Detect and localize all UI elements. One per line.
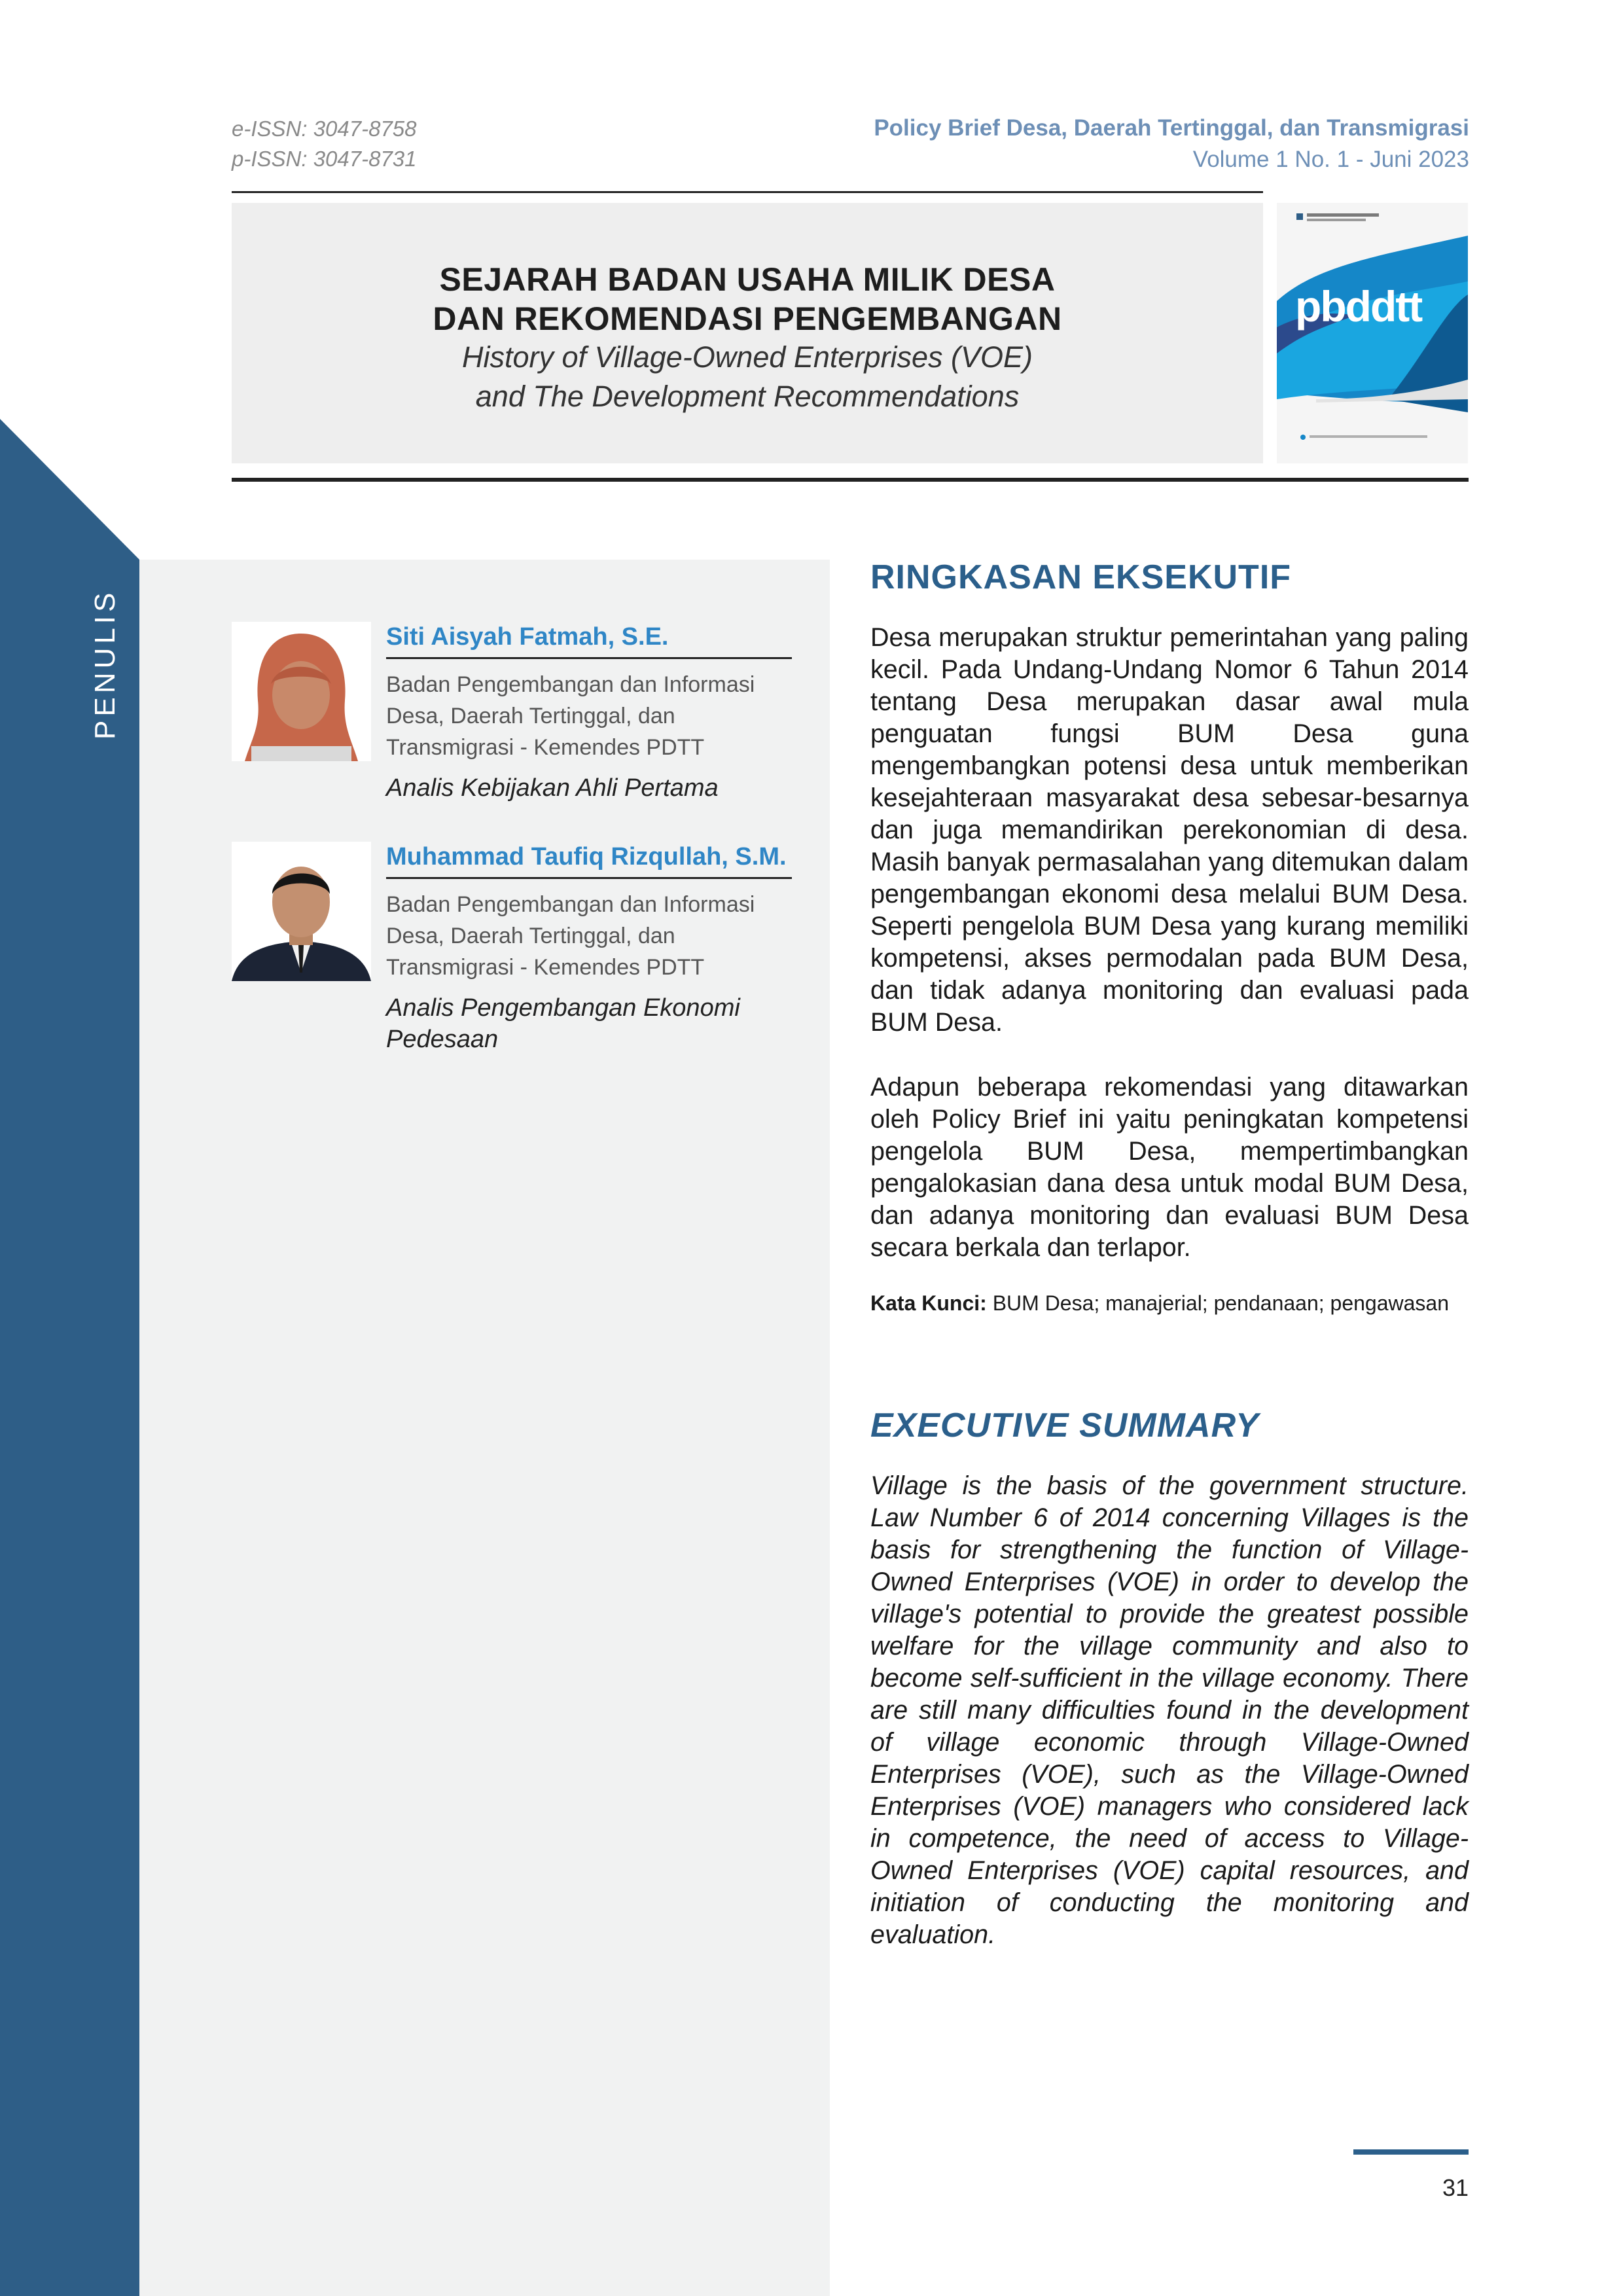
author-aff-1c: Transmigrasi - Kemendes PDTT xyxy=(386,735,705,760)
author-aff-2a: Badan Pengembangan dan Informasi xyxy=(386,892,755,917)
authors-panel xyxy=(139,560,830,2296)
title-en-line2: and The Development Recommendations xyxy=(475,380,1020,413)
cover-logo-text: pbddtt xyxy=(1295,282,1422,331)
author-name-1: Siti Aisyah Fatmah, S.E. xyxy=(386,623,669,651)
keywords-label: Kata Kunci: xyxy=(870,1291,987,1315)
author-aff-2b: Desa, Daerah Tertinggal, dan xyxy=(386,924,675,948)
author-photo-1 xyxy=(232,622,371,761)
journal-cover-thumbnail xyxy=(1277,203,1468,463)
pissn: p-ISSN: 3047-8731 xyxy=(232,147,417,171)
author-aff-1a: Badan Pengembangan dan Informasi xyxy=(386,672,755,697)
title-rule xyxy=(232,478,1469,482)
author-role-1: Analis Kebijakan Ahli Pertama xyxy=(386,774,719,802)
header-rule xyxy=(232,191,1263,193)
title-id-line1: SEJARAH BADAN USAHA MILIK DESA xyxy=(439,261,1056,298)
author-aff-2c: Transmigrasi - Kemendes PDTT xyxy=(386,955,705,980)
journal-volume: Volume 1 No. 1 - Juni 2023 xyxy=(1192,147,1469,172)
author-role-2a: Analis Pengembangan Ekonomi xyxy=(386,994,740,1022)
keywords xyxy=(870,1287,1469,1319)
title-en-line1: History of Village-Owned Enterprises (VOE) xyxy=(462,340,1033,374)
author-rule-1 xyxy=(386,657,792,659)
title-id-line2: DAN REKOMENDASI PENGEMBANGAN xyxy=(433,300,1062,337)
journal-name: Policy Brief Desa, Daerah Tertinggal, dan Transmigrasi xyxy=(874,115,1469,141)
eissn: e-ISSN: 3047-8758 xyxy=(232,117,417,141)
author-aff-1b: Desa, Daerah Tertinggal, dan xyxy=(386,704,675,728)
page-number-bar xyxy=(1353,2149,1469,2155)
author-name-2: Muhammad Taufiq Rizqullah, S.M. xyxy=(386,843,787,870)
ringkasan-paragraph-1: Desa merupakan struktur pemerintahan yang paling kecil. Pada Undang-Undang Nomor 6 Tahun 2014 tentang Desa merupakan dasar awal mula penguatan fungsi BUM Desa guna mengembangkan potensi desa untuk memberikan kesejahteraan masyarakat desa sebesar-besarnya dan juga memandirikan perekonomian di desa. Masih banyak permasalahan yang ditemukan dalam pengembangan ekonomi desa melalui BUM Desa. Seperti pengelola BUM Desa yang kurang memiliki kompetensi, akses permodalan pada BUM Desa, dan tidak adanya monitoring dan evaluasi pada BUM Desa. xyxy=(870,623,1469,1037)
author-rule-2 xyxy=(386,877,792,879)
side-band xyxy=(0,0,139,2296)
keywords-text: BUM Desa; manajerial; pendanaan; pengawasan xyxy=(986,1291,1450,1315)
ringkasan-paragraph-2: Adapun beberapa rekomendasi yang ditawarkan oleh Policy Brief ini yaitu peningkatan kompetensi pengelola BUM Desa, mempertimbangkan pengalokasian dana desa untuk modal BUM Desa, dan adanya monitoring dan evaluasi BUM Desa secara berkala dan terlapor. xyxy=(870,1073,1469,1262)
executive-paragraph-1: Village is the basis of the government structure. Law Number 6 of 2014 concerning Villages is the basis for strengthening the function of Village-Owned Enterprises (VOE) in order to develop the village's potential to provide the greatest possible welfare for the village community and also to become self-sufficient in the village economy. There are still many difficulties found in the development of village economic through Village-Owned Enterprises (VOE), such as the Village-Owned Enterprises (VOE) managers who considered lack in competence, the need of access to Village-Owned Enterprises (VOE) capital resources, and initiation of conducting the monitoring and evaluation. xyxy=(870,1471,1469,1949)
title-box xyxy=(232,203,1263,463)
executive-heading: EXECUTIVE SUMMARY xyxy=(870,1407,1259,1444)
penulis-label: PENULIS xyxy=(89,588,121,740)
ringkasan-heading: RINGKASAN EKSEKUTIF xyxy=(870,558,1292,596)
author-photo-2 xyxy=(232,842,371,981)
cover-artwork xyxy=(1277,203,1468,463)
author-role-2b: Pedesaan xyxy=(386,1026,499,1053)
page-number: 31 xyxy=(1442,2174,1469,2201)
